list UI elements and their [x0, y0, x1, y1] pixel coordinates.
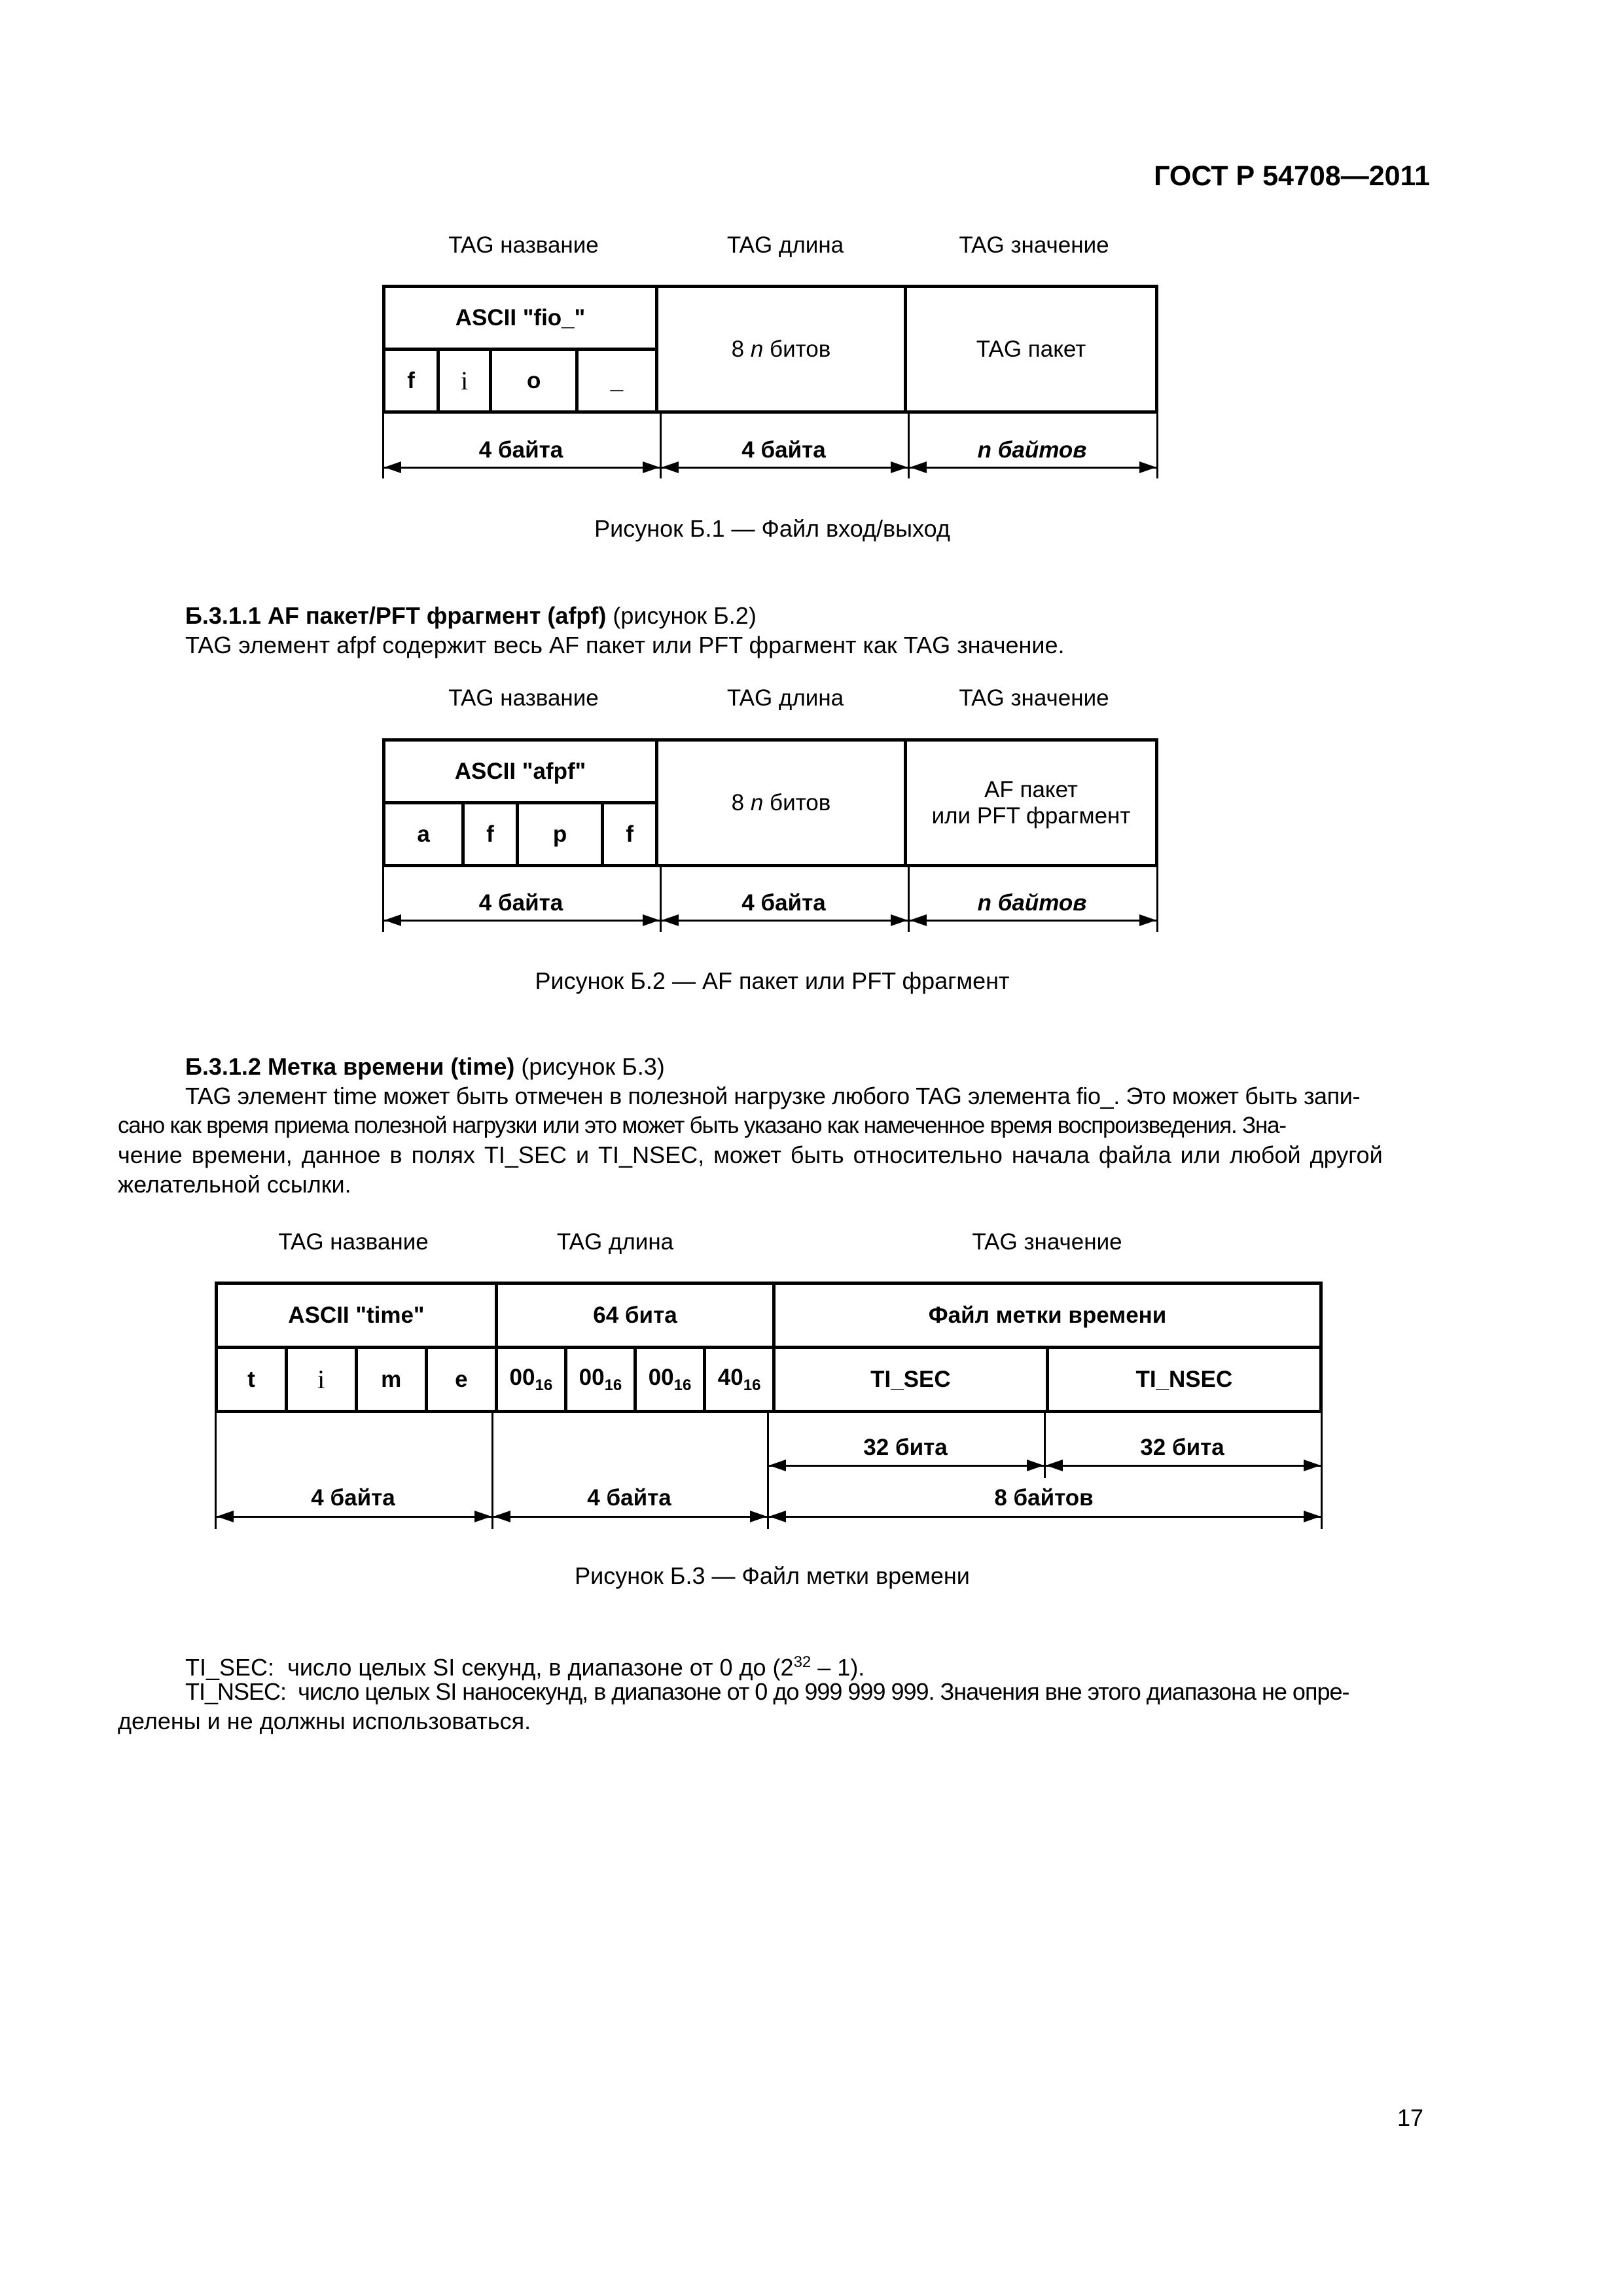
col-label-name: TAG название	[448, 232, 599, 258]
ascii-label: ASCII "afpf"	[384, 740, 657, 803]
char-cell: i	[286, 1348, 356, 1412]
ascii-label: ASCII "fio_"	[384, 287, 657, 350]
char-cell: i	[438, 350, 491, 412]
col-label-length: TAG длина	[726, 232, 844, 258]
dim-label: 8 байтов	[994, 1485, 1094, 1511]
dim-label: 4 байта	[741, 890, 826, 916]
col-label-length: TAG длина	[726, 685, 844, 711]
col-label-name: TAG название	[448, 685, 599, 711]
dimension-line	[384, 467, 1156, 469]
length-cell: 8 n битов	[657, 287, 906, 412]
char-cell: a	[384, 803, 463, 866]
section-b311-text: TAG элемент afpf содержит весь AF пакет или PFT фрагмент как TAG значение.	[185, 632, 1065, 658]
definition-ti-sec: TI_SEC: число целых SI секунд, в диапазоне от 0 до $(2^{32} - 1)$.	[185, 1653, 865, 1681]
dim-label: n байтов	[977, 437, 1087, 463]
dim-label: 4 байта	[587, 1485, 671, 1511]
length-header: 64 бита	[496, 1283, 774, 1348]
dim-label: 4 байта	[741, 437, 826, 463]
col-label-value: TAG значение	[959, 685, 1109, 711]
value-header: Файл метки времени	[774, 1283, 1321, 1348]
byte-cell: $00_{16}$	[565, 1348, 635, 1412]
col-label-name: TAG название	[278, 1229, 429, 1255]
page-number: 17	[1397, 2104, 1423, 2131]
dim-label: 4 байта	[478, 437, 563, 463]
value-cell: AF пакет или PFT фрагмент	[906, 740, 1157, 866]
afpf-structure-table	[382, 738, 1158, 867]
char-cell: o	[491, 350, 577, 412]
char-cell: e	[426, 1348, 496, 1412]
dim-label: 4 байта	[478, 890, 563, 916]
field-dim-label: 32 бита	[863, 1435, 948, 1460]
figure-2-caption: Рисунок Б.2 — AF пакет или PFT фрагмент	[535, 967, 1010, 994]
figure-1-caption: Рисунок Б.1 — Файл вход/выход	[594, 515, 950, 542]
dim-label: n байтов	[977, 890, 1087, 916]
char-cell: _	[577, 350, 656, 412]
col-label-length: TAG длина	[556, 1229, 674, 1255]
char-cell: f	[603, 803, 657, 866]
ti-nsec-cell: TI_NSEC	[1047, 1348, 1321, 1412]
time-structure-table	[215, 1282, 1323, 1413]
dim-label: 4 байта	[311, 1485, 395, 1511]
dimension-line	[384, 920, 1156, 922]
byte-cell: $00_{16}$	[635, 1348, 704, 1412]
col-label-value: TAG значение	[972, 1229, 1122, 1255]
figure-3-caption: Рисунок Б.3 — Файл метки времени	[575, 1562, 970, 1589]
char-cell: t	[217, 1348, 287, 1412]
byte-cell: $00_{16}$	[496, 1348, 565, 1412]
ascii-label: ASCII "time"	[217, 1283, 497, 1348]
section-b312-text: TAG элемент time может быть отмечен в полезной нагрузке любого TAG элемента fio_. Это может быть запи- сано как время приема полезной нагрузки или это может быть указано как намеченное время воспроизведения. Зна- чение времени, данное в полях TI_SEC и TI_NSEC, может быть относительно начала файла или любой другой желательной ссылки.	[118, 1083, 1383, 1198]
section-b312-heading: Б.3.1.2 Метка времени (time) (рисунок Б.3)	[185, 1053, 665, 1080]
char-cell: f	[463, 803, 518, 866]
standard-number: ГОСТ Р 54708—2011	[1154, 160, 1430, 192]
ti-sec-cell: TI_SEC	[774, 1348, 1048, 1412]
value-cell: TAG пакет	[906, 287, 1157, 412]
field-dim-label: 32 бита	[1140, 1435, 1224, 1460]
definition-ti-nsec: TI_NSEC: число целых SI наносекунд, в диапазоне от 0 до 999 999 999. Значения вне этого диапазона не опре- делены и не должны использоваться.	[118, 1678, 1349, 1734]
char-cell: f	[384, 350, 438, 412]
col-label-value: TAG значение	[959, 232, 1109, 258]
char-cell: m	[356, 1348, 426, 1412]
section-b311-heading: Б.3.1.1 AF пакет/PFT фрагмент (afpf) (рисунок Б.2)	[185, 602, 757, 629]
char-cell: p	[517, 803, 603, 866]
fio-structure-table	[382, 285, 1158, 414]
byte-cell: $40_{16}$	[705, 1348, 774, 1412]
length-cell: 8 n битов	[657, 740, 906, 866]
dimension-line	[769, 1465, 1321, 1467]
